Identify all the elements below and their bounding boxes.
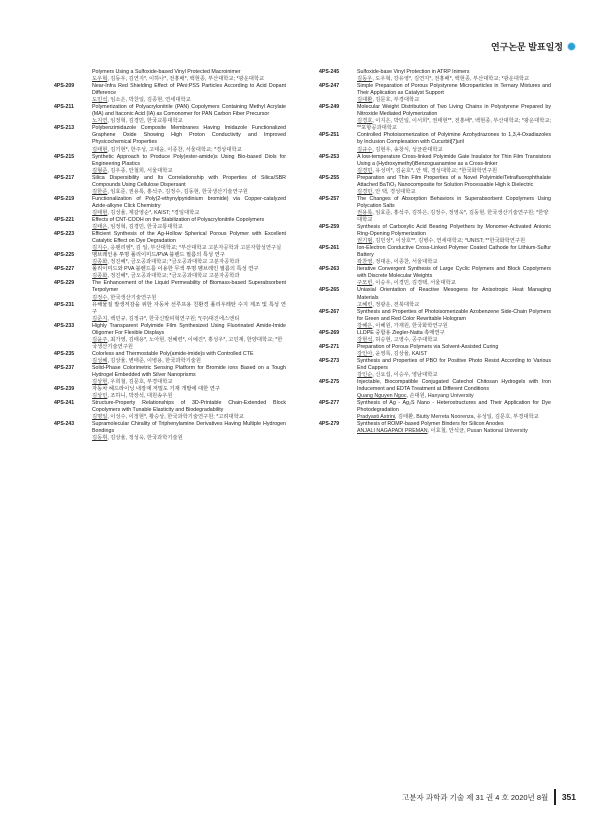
- abstract-entry: [319, 154, 551, 175]
- authors-line: 강인아, 윤영록, 김상율, KAIST: [357, 350, 428, 357]
- paper-title: Iterative Convergent Synthesis of Large Cyclic Polymers and Block Copolymers with Discrete Molecular Weights: [357, 266, 551, 280]
- authors-line: 김경민, 안 택, 경성대학교: [357, 188, 416, 195]
- presentation-code: 4PS-213: [54, 125, 75, 132]
- entry-body: [92, 280, 286, 301]
- authors-line: 김경민, 유성미*, 김윤호*, 안 택, 경성대학교; *한국화학연구원: [357, 167, 498, 174]
- authors-line: ANJALI NAGAPADI PREMAN, 이효철, 안석균, Pusan National University: [357, 428, 528, 435]
- authors-line: 권용록, 임효준, 홍석주, 김하은, 김정수, 정영욱*, 김동현, 한국생산기술연구원; *한양대학교: [357, 209, 549, 223]
- paper-title: A low-temperature Cross-linked Polyimide Gate Insulator for Thin Film Transistors Using a (Hydroxymethyl)Benzoguanamine as a Cross-linker: [357, 153, 551, 167]
- abstract-entry: [319, 309, 551, 330]
- abstract-entry: [319, 132, 551, 153]
- presenting-author: 김동우: [357, 76, 373, 83]
- authors-line: 도민석, 임소은, 박찬일, 김종현, 연세대학교: [92, 97, 191, 104]
- authors-line: 곽찬영, 정대운, 이종찬, 서울대학교: [357, 259, 438, 266]
- presenting-author: 김동휘: [92, 435, 108, 442]
- presentation-code: 4PS-277: [319, 400, 340, 407]
- circle-bullet-icon: [567, 42, 576, 51]
- presentation-code: 4PS-253: [319, 153, 340, 160]
- paper-title: Effects of CNT-COOH on the Stabilization of Polyacrylonitrile Copolymers: [92, 216, 265, 223]
- presentation-code: 4PS-243: [54, 421, 75, 428]
- paper-title: Molecular Weight Distribution of Two Living Chains in Polystyrene Prepared by Nitroxide Mediated Polymerization: [357, 104, 551, 118]
- paper-title: Uniaxial Orientation of Reactive Mesogens for Anisotropic Heat Managing Materials: [357, 287, 551, 301]
- presenting-author: 김대환: [357, 97, 373, 104]
- presenting-author: 김종화: [92, 273, 108, 280]
- presentation-code: 4PS-255: [319, 174, 340, 181]
- presentation-code: 4PS-241: [54, 400, 75, 407]
- entry-body: [357, 379, 551, 400]
- presentation-code: 4PS-273: [319, 357, 340, 364]
- abstract-entry: [319, 421, 551, 435]
- paper-title: Polymerization of Polyacrylonitrile (PAN) Copolymers Containing Methyl Acrylate (MA) and Itaconic Acid (IA) as Comonomer for PAN Carbon Fiber Precursor: [92, 104, 286, 118]
- abstract-entry: [54, 231, 286, 252]
- entry-body: [92, 231, 286, 252]
- presenting-author: 김지수: [92, 245, 108, 252]
- right-column: [319, 69, 551, 435]
- authors-line: Quang Nguyen Ngoc, 손대원, Hanyang University: [357, 393, 474, 400]
- paper-title: 자동차 헤드라이닝 내장재 저밀도 기재 개발에 대한 연구: [92, 386, 220, 393]
- presentation-code: 4PS-225: [54, 252, 75, 259]
- authors-line: 김형준, 김우종, 안철희, 서울대학교: [92, 167, 173, 174]
- entry-body: [357, 400, 551, 421]
- entry-body: [357, 344, 551, 358]
- presenting-author: 김태현: [92, 209, 108, 216]
- paper-title: LLDPE 중합용 Ziegler-Natta 촉매연구: [357, 329, 445, 336]
- entry-body: [357, 330, 551, 344]
- authors-line: 김동우, 도우혁, 강유영*, 김연지*, 전홍배*, 백현종, 부산대학교; *광운대학교: [357, 76, 530, 83]
- entry-body: [92, 104, 286, 125]
- entry-body: [357, 309, 551, 330]
- presenting-author: 김윤주: [92, 336, 108, 343]
- presenting-author: 김규수: [357, 146, 373, 153]
- paper-title: Synthesis and Properties of PBO for Positive Photo Resist According to Various End Cappers: [357, 357, 551, 371]
- presentation-code: 4PS-229: [54, 280, 75, 287]
- abstract-entry: [54, 280, 286, 301]
- entry-body: [357, 83, 551, 104]
- paper-title: Controlled Photoisomerization of Polyimine Azohydrazones to 1,3,4-Oxadiazoles by Inclusion Complexation with Cucurbit[7]uril: [357, 132, 551, 146]
- authors-line: 도우혁, 김동우, 김연지*, 이하나*, 전홍배*, 백현종, 부산대학교; *광운대학교: [92, 76, 265, 83]
- authors-line: 김대환, 김문호, 부경대학교: [357, 97, 420, 104]
- abstract-entry: [54, 266, 286, 280]
- presenting-author: 고혜린: [357, 301, 373, 308]
- presentation-code: 4PS-247: [319, 83, 340, 90]
- abstract-entry: [54, 83, 286, 104]
- abstract-entry: [319, 287, 551, 308]
- paper-title: Preparation of Porous Polymers via Solvent-Assisted Curing: [357, 343, 499, 350]
- paper-title: Supramolecular Chirality of Triphenylamine Derivatives Having Multiple Hydrogen Bondings: [92, 421, 286, 435]
- entry-body: [92, 302, 286, 323]
- entry-body: [92, 386, 286, 400]
- paper-title: Colorless and Thermostable Poly(amide-imide)s with Controlled CTE: [92, 350, 254, 357]
- authors-line: 김상민, 조하니, 박장석, 대원송우원: [92, 393, 173, 400]
- presenting-author: 김성혜: [92, 357, 108, 364]
- abstract-entry: [54, 421, 286, 442]
- abstract-entry: [319, 245, 551, 266]
- entry-body: [357, 104, 551, 132]
- paper-title: Synthesis of ROMP-based Polymer Binders for Silicon Anodes: [357, 421, 504, 428]
- presenting-author: 김명일: [92, 414, 108, 421]
- paper-title: The Changes of Absorption Behaviors in Superabsorbent Copolymers Using Polycation Salts: [357, 195, 551, 209]
- presentation-code: 4PS-267: [319, 308, 340, 315]
- presenting-author: 권기범: [357, 238, 373, 245]
- presentation-code: 4PS-263: [319, 266, 340, 273]
- abstract-entry: [319, 379, 551, 400]
- presenting-author: 김형준: [92, 167, 108, 174]
- authors-line: 김경호, 이지은, 박민일, 이서희*, 권태현**, 전홍배*, 백현종, 부산대학교; *광운대학교; **포항공과대학교: [357, 118, 551, 132]
- presentation-code: 4PS-215: [54, 153, 75, 160]
- abstract-entry: [54, 351, 286, 365]
- paper-title: Solid-Phase Colorimetric Sensing Platform for Bromide ions Based on a Tough Hydrogel Embedded with Silver Nanoprisms: [92, 364, 286, 379]
- entry-body: [92, 351, 286, 365]
- page-number: 351: [561, 792, 576, 802]
- authors-line: 김종화, 정진혜*, 금오공과대학교; *금오공과대학교 고분자공학과: [92, 273, 240, 280]
- entry-body: [92, 217, 286, 231]
- entry-body: [92, 266, 286, 280]
- authors-line: 김성혜, 김상율, 변태준, 이병용, 한국과학기술원: [92, 357, 202, 364]
- abstract-entry: [54, 196, 286, 217]
- abstract-entry: [54, 104, 286, 125]
- paper-title: Sulfoxide-base Vinyl Protection in ATRP Inimers: [357, 69, 470, 75]
- abstract-entry: [319, 196, 551, 224]
- authors-line: 김명일, 이성수, 이정현*, 황승상, 한국과학기술연구원; *고려대학교: [92, 414, 244, 421]
- presentation-code: 4PS-227: [54, 266, 75, 273]
- paper-title: Highly Transparent Polyimide Film Synthesized Using Fluorinated Amide-Imide Oligomer For Flexible Displays: [92, 322, 286, 336]
- presentation-code: 4PS-239: [54, 386, 75, 393]
- presentation-code: [54, 69, 92, 83]
- abstract-entry: [54, 125, 286, 153]
- presenting-author: 김종화: [92, 259, 108, 266]
- presentation-code: 4PS-279: [319, 421, 340, 428]
- presentation-code: 4PS-223: [54, 231, 75, 238]
- paper-title: Injectable, Biocompatible Conjugated Catechol Chitosan Hydrogels with Iron Inducement and EDTA Treatment at Different Conditions: [357, 379, 551, 393]
- authors-line: 김한준, 임효준, 권용록, 홍석주, 김정수, 김동현, 한국생산기술연구원: [92, 188, 248, 195]
- authors-line: 권기범, 김민성*, 이상호**, 김병수, 연세대학교; *UNIST; **한국화학연구원: [357, 238, 526, 245]
- paper-title: 유해물질 발생저감을 위한 자동차 선루프용 친환경 폴리우레탄 수지 제조 및 특성 연구: [92, 301, 286, 315]
- presentation-code: 4PS-251: [319, 132, 340, 139]
- entry-body: [92, 83, 286, 104]
- presentation-code: 4PS-269: [319, 329, 340, 336]
- presenting-author: 김태은: [92, 224, 108, 231]
- paper-title: Polymers Using a Sulfoxide-based Vinyl Protected Macroinimer: [92, 69, 241, 75]
- presentation-code: 4PS-233: [54, 322, 75, 329]
- entry-body: [92, 125, 286, 153]
- abstract-entry: [319, 83, 551, 104]
- entry-body: [357, 421, 551, 435]
- presentation-code: 4PS-275: [319, 379, 340, 386]
- authors-line: 김윤주, 최가영, 김태용*, 노아현, 전혜련*, 이예진*, 홍성우*, 고민재, 한양대학교; *한국생산기술연구원: [92, 336, 283, 350]
- authors-line: 김지수, 응웬리엠*, 김 일, 부산대학교; *부산대학교 고분자공학과 고분자합성연구실: [92, 245, 282, 252]
- entry-body: [92, 323, 286, 351]
- presenting-author: 도우혁: [92, 76, 108, 83]
- abstract-entry: [319, 175, 551, 196]
- presenting-author: 도민석: [92, 97, 108, 104]
- presentation-code: 4PS-219: [54, 195, 75, 202]
- presenting-author: 김상현: [92, 379, 108, 386]
- abstract-entry: [319, 266, 551, 287]
- page-header: [491, 40, 576, 53]
- authors-line: 김규수, 김현우, 송창식, 성균관대학교: [357, 146, 443, 153]
- paper-title: Efficient Synthesis of the Ag-Hollow Spherical Porous Polymer with Excellent Catalytic Effect on Dye Degradation: [92, 231, 286, 245]
- authors-line: 구모빈, 이승우, 이경민, 김경택, 서울대학교: [357, 280, 456, 287]
- presentation-code: 4PS-261: [319, 245, 340, 252]
- authors-line: 김동휘, 김상율, 정성욱, 한국과학기술원: [92, 435, 183, 442]
- abstract-entry: [54, 154, 286, 175]
- abstract-entry: [54, 386, 286, 400]
- paper-title: Preparation and Thin Film Properties of a Novel Polyimide/Tetrafluorophthalate Attached BaTiO₃ Nanocomposite for Solution Processable High k Dielectric: [357, 174, 551, 188]
- presenting-author: 강혜은: [357, 322, 373, 329]
- paper-title: The Enhancement of the Liquid Permeability of Biomass-based Superabsorbent Terpolymer: [92, 280, 286, 294]
- presentation-code: 4PS-209: [54, 83, 75, 90]
- paper-title: 폴리이미드와 PVA 블렌드를 이용한 무색 투명 멤브레인 필름의 특성 연구: [92, 266, 259, 273]
- paper-title: Simple Preparation of Porous Polystyrene Microparticles in Ternary Mixtures and Their Application as Catalyst Support: [357, 83, 551, 97]
- entry-body: [92, 154, 286, 175]
- abstract-entry: [319, 224, 551, 245]
- entry-body: [357, 154, 551, 175]
- abstract-entry: [319, 400, 551, 421]
- presentation-code: 4PS-231: [54, 301, 75, 308]
- presenting-author: 김경민: [357, 167, 373, 174]
- entry-body: [92, 69, 286, 83]
- presenting-author: 김한준: [92, 188, 108, 195]
- authors-line: 강현석, 허승현, 고영수, 공주대학교: [357, 336, 438, 343]
- presenting-author: 김상민: [92, 393, 108, 400]
- abstract-entry: [319, 69, 551, 83]
- paper-title: Synthesis and Properties of Photoisomerizable Azobenzene Side-Chain Polymers for Green and Red Color Rewritable Hologram: [357, 308, 551, 322]
- presentation-code: 4PS-265: [319, 287, 340, 294]
- abstract-entry: [54, 365, 286, 386]
- entry-body: [357, 358, 551, 379]
- entry-body: [92, 365, 286, 386]
- presentation-code: 4PS-235: [54, 350, 75, 357]
- entry-body: [357, 196, 551, 224]
- entry-body: [92, 252, 286, 266]
- authors-line: 김정수, 한국생산기술연구원: [92, 294, 157, 301]
- paper-title: Synthesis of Ag - Ag₂S Nano - Heterostructures and Their Application for Dye Photodegradation: [357, 400, 551, 414]
- entry-body: [357, 175, 551, 196]
- authors-line: 김상현, 우희철, 김문호, 부경대학교: [92, 379, 173, 386]
- entry-body: [357, 132, 551, 153]
- entry-body: [357, 287, 551, 308]
- entry-body: [92, 400, 286, 421]
- paper-title: Synthetic Approach to Produce Poly(ester-amide)s Using Bio-based Diols for Engineering Plastics: [92, 153, 286, 167]
- entry-body: [357, 266, 551, 287]
- authors-line: 김준지, 백민규, 김정규*, 한국신발피혁연구원; *(주)대진에스앤티: [92, 315, 240, 322]
- presenting-author: ANJALI NAGAPADI PREMAN: [357, 428, 428, 435]
- presenting-author: Quang Nguyen Ngoc: [357, 393, 407, 400]
- presenting-author: 김준지: [92, 315, 108, 322]
- presentation-code: 4PS-211: [54, 104, 74, 111]
- abstract-entry: [54, 69, 286, 83]
- presenting-author: Pradyasti Astrini: [357, 414, 395, 421]
- authors-line: 김태은, 임정혁, 김경민, 한국교통대학교: [92, 224, 183, 231]
- presenting-author: 강인아: [357, 350, 373, 357]
- abstract-entry: [54, 400, 286, 421]
- left-column: [54, 69, 286, 442]
- presenting-author: 김경호: [357, 118, 373, 125]
- entry-body: [357, 245, 551, 266]
- paper-title: Near-Infra Red Shielding Effect of PAni:PSS Particles According to Acid Dopant Difference: [92, 83, 286, 97]
- paper-title: Ion-Electron Conductive Cross-Linked Polymer Coated Cathode for Lithium-Sulfur Battery: [357, 245, 551, 259]
- authors-line: 강혜은, 이혜원, 가재원, 한국화학연구원: [357, 322, 448, 329]
- abstract-entry: [54, 252, 286, 266]
- paper-title: Structure-Property Relationships of 3D-Printable Chain-Extended Block Copolymers with Tunable Elasticity and Biodegradability: [92, 400, 286, 414]
- paper-title: Synthesis of Carboxylic Acid Bearing Polyethers by Monomer-Activated Anionic Ring-Opening Polymerization: [357, 224, 551, 238]
- abstract-entry: [54, 217, 286, 231]
- entry-body: [357, 69, 551, 83]
- presenting-author: 강현석: [357, 336, 373, 343]
- abstract-entry: [319, 358, 551, 379]
- presenting-author: 김태현: [92, 146, 108, 153]
- presenting-author: 구모빈: [357, 280, 373, 287]
- presenting-author: 노지연: [92, 118, 108, 125]
- page-footer: [402, 789, 576, 805]
- presentation-code: 4PS-259: [319, 224, 340, 231]
- authors-line: 김종화, 정진혜*, 금오공과대학교; *금오공과대학교 고분자공학과: [92, 259, 240, 266]
- paper-title: Functionalization of Poly(2-ethynylpyridinium bromide) via Copper-catalyzed Azide-alkyne Click Chemistry: [92, 195, 286, 209]
- entry-body: [92, 196, 286, 217]
- entry-body: [357, 224, 551, 245]
- presenting-author: 곽찬영: [357, 259, 373, 266]
- abstract-entry: [54, 302, 286, 323]
- presentation-code: 4PS-221: [54, 216, 75, 223]
- paper-title: Polybenzimidazole Composite Membranes Having Imidazole Functionalized Graphene Oxide Showing High Proton Conductivity and Improved Physicochemical Properties: [92, 125, 286, 146]
- paper-title: Silica Dispersibility and Its Correlationship with Properties of Silica/SBR Compounds Using Cellulose Dispersant: [92, 174, 286, 188]
- presentation-code: 4PS-257: [319, 195, 340, 202]
- authors-line: Pradyasti Astrini, 김태환, Biutty Merreta Noorenza, 유성일, 김문호, 부경대학교: [357, 414, 539, 421]
- presenting-author: 강인순: [357, 372, 373, 379]
- presenting-author: 김경민: [357, 188, 373, 195]
- authors-line: 고혜린, 정광운, 전북대학교: [357, 301, 420, 308]
- presentation-code: 4PS-271: [319, 343, 340, 350]
- presentation-code: 4PS-245: [319, 69, 340, 75]
- presentation-code: 4PS-237: [54, 364, 75, 371]
- presentation-code: 4PS-217: [54, 174, 75, 181]
- footer-divider: [554, 789, 556, 805]
- presentation-code: 4PS-249: [319, 104, 340, 111]
- abstract-entry: [319, 104, 551, 132]
- authors-line: 노지연, 임정혁, 김경민, 한국교통대학교: [92, 118, 183, 125]
- authors-line: 김태현, 김성율, 제갈영순*, KAIST; *경일대학교: [92, 209, 200, 216]
- presenting-author: 김정수: [92, 294, 108, 301]
- abstract-entry: [319, 344, 551, 358]
- abstract-entry: [54, 175, 286, 196]
- abstract-entry: [54, 323, 286, 351]
- authors-line: 김태현, 김기현*, 한주성, 고태윤, 이종찬, 서울대학교; *경상대학교: [92, 146, 242, 153]
- presenting-author: 권용록: [357, 209, 373, 216]
- paper-title: 멤브레인용 투명 폴리이미드/PVA 블렌드 필름의 특성 연구: [92, 252, 225, 259]
- section-title: 연구논문 발표일정: [490, 42, 563, 52]
- entry-body: [92, 421, 286, 442]
- journal-info: 고분자 과학과 기술 제 31 권 4 호 2020년 8월: [402, 792, 549, 802]
- authors-line: 강인순, 신요섭, 이승우, 영남대학교: [357, 372, 438, 379]
- entry-body: [92, 175, 286, 196]
- abstract-entry: [319, 330, 551, 344]
